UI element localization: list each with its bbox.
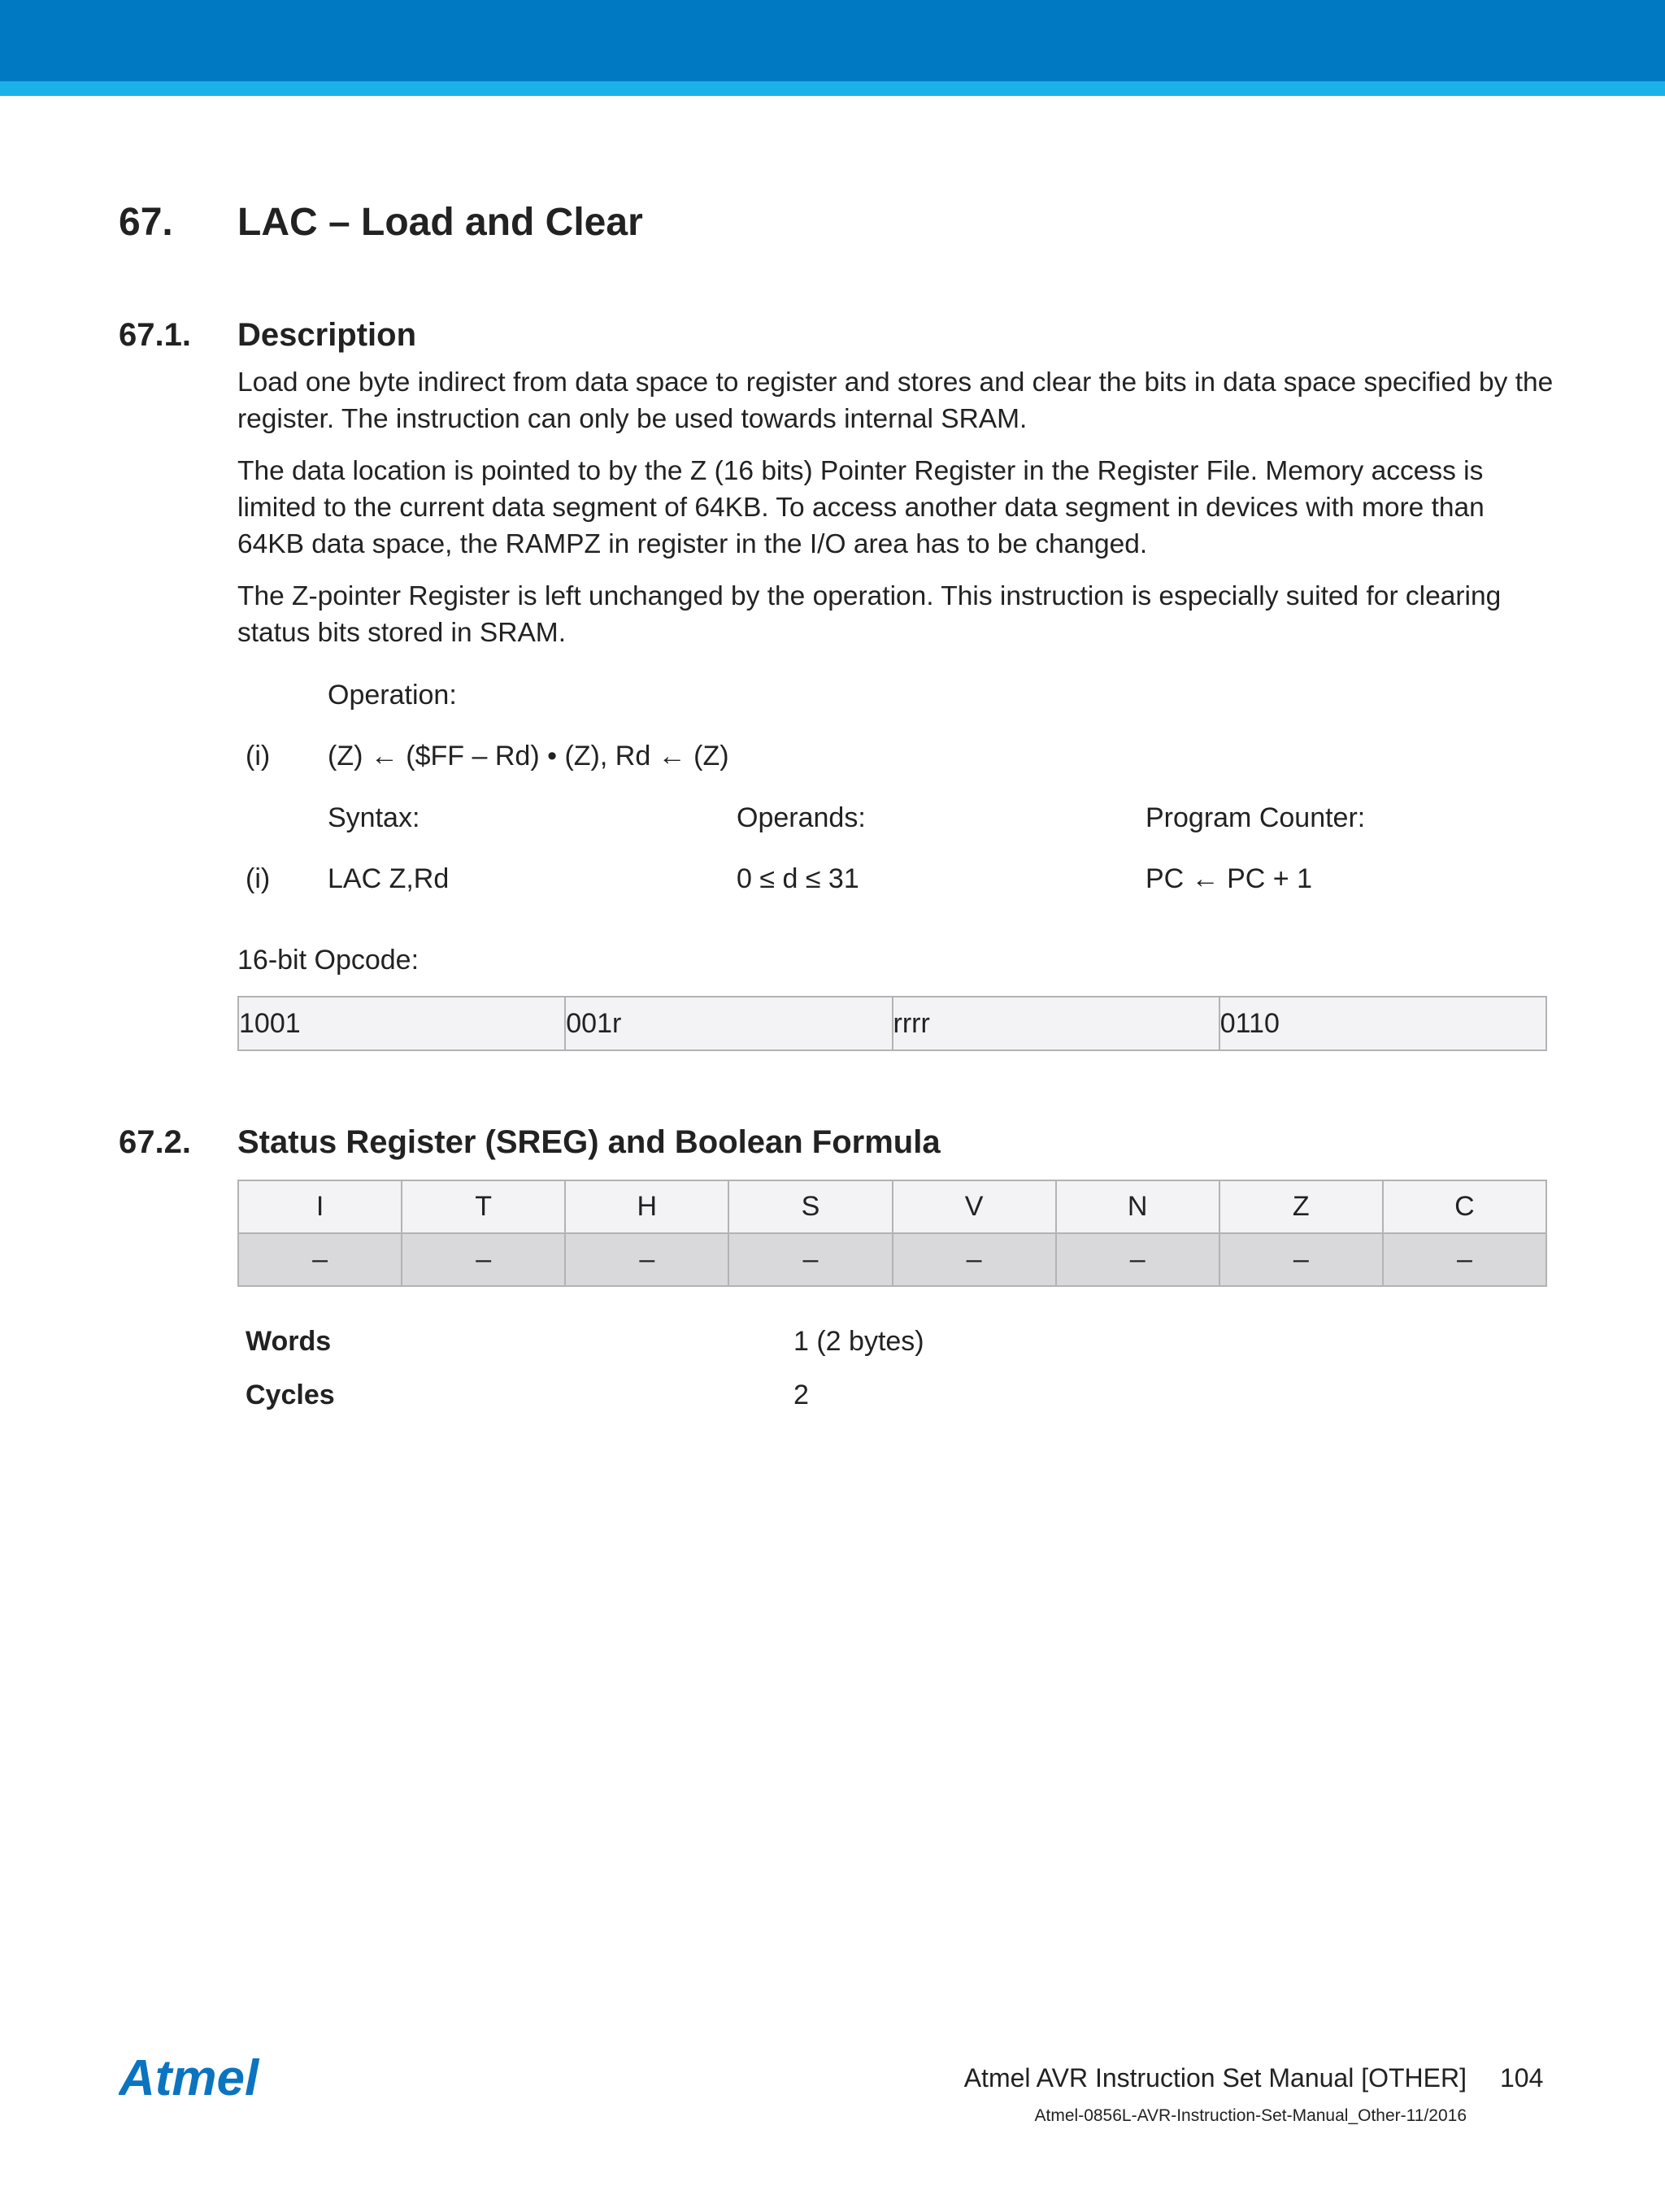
page-number: 104 xyxy=(1500,2063,1544,2092)
sreg-number: 67.2. xyxy=(119,1124,191,1160)
description-number: 67.1. xyxy=(119,317,191,353)
sreg-values-row xyxy=(238,1233,1546,1286)
operation-index: (i) xyxy=(246,741,271,771)
operands-value: 0 ≤ d ≤ 31 xyxy=(737,863,859,894)
syntax-index: (i) xyxy=(246,863,271,894)
sreg-flag: Z xyxy=(1219,1180,1383,1233)
opcode-label: 16-bit Opcode: xyxy=(237,945,420,976)
opcode-table xyxy=(237,996,1547,1051)
sreg-flag: N xyxy=(1056,1180,1219,1233)
description-paragraph-2: The data location is pointed to by the Z (16 bits) Pointer Register in the Register File. Memory access is limited to the current data segment of 64KB. To access another data segment in devices with more than 64KB data space, the RAMPZ in register in the I/O area has to be changed. xyxy=(237,456,1485,559)
sreg-value: – xyxy=(1056,1233,1219,1286)
description-paragraph-1: Load one byte indirect from data space to register and stores and clear the bits in data space specified by the register. The instruction can only be used towards internal SRAM. xyxy=(237,367,1554,434)
sreg-value: – xyxy=(728,1233,892,1286)
operands-header: Operands: xyxy=(737,802,866,833)
sreg-flag: I xyxy=(238,1180,402,1233)
sreg-value: – xyxy=(1383,1233,1546,1286)
section-title: LAC – Load and Clear xyxy=(237,201,643,244)
header-stripe xyxy=(0,81,1665,96)
section-number: 67. xyxy=(119,201,173,244)
sreg-flag: C xyxy=(1383,1180,1546,1233)
opcode-cell: 0110 xyxy=(1219,997,1546,1050)
syntax-value: LAC Z,Rd xyxy=(328,863,450,894)
sreg-flag: V xyxy=(893,1180,1056,1233)
sreg-value: – xyxy=(238,1233,402,1286)
sreg-value: – xyxy=(1219,1233,1383,1286)
opcode-cell: 1001 xyxy=(238,997,565,1050)
sreg-flag: S xyxy=(728,1180,892,1233)
syntax-header: Syntax: xyxy=(328,802,420,833)
opcode-cell: rrrr xyxy=(893,997,1219,1050)
header-bar xyxy=(0,0,1665,81)
description-title: Description xyxy=(237,317,417,353)
sreg-value: – xyxy=(893,1233,1056,1286)
cycles-label: Cycles xyxy=(246,1380,335,1410)
sreg-value: – xyxy=(565,1233,728,1286)
atmel-logo-text: Atmel xyxy=(119,2050,259,2106)
sreg-table xyxy=(237,1180,1547,1287)
program-counter-header: Program Counter: xyxy=(1146,802,1366,833)
opcode-cell: 001r xyxy=(565,997,892,1050)
opcode-row xyxy=(238,997,1546,1050)
sreg-flag: H xyxy=(565,1180,728,1233)
document-id: Atmel-0856L-AVR-Instruction-Set-Manual_Other-11/2016 xyxy=(1034,2106,1467,2125)
manual-title: Atmel AVR Instruction Set Manual [OTHER] xyxy=(963,2063,1467,2092)
sreg-flags-row xyxy=(238,1180,1546,1233)
cycles-value: 2 xyxy=(793,1380,809,1410)
sreg-title: Status Register (SREG) and Boolean Formula xyxy=(237,1124,941,1160)
atmel-logo xyxy=(119,2050,281,2107)
sreg-flag: T xyxy=(402,1180,565,1233)
sreg-value: – xyxy=(402,1233,565,1286)
operation-expression: (Z) ← ($FF – Rd) • (Z), Rd ← (Z) xyxy=(328,741,729,771)
words-value: 1 (2 bytes) xyxy=(793,1326,924,1357)
words-label: Words xyxy=(246,1326,332,1357)
program-counter-value: PC ← PC + 1 xyxy=(1146,863,1313,894)
description-paragraph-3: The Z-pointer Register is left unchanged by the operation. This instruction is especially suited for clearing status bits stored in SRAM. xyxy=(237,581,1502,648)
operation-label: Operation: xyxy=(328,680,457,711)
